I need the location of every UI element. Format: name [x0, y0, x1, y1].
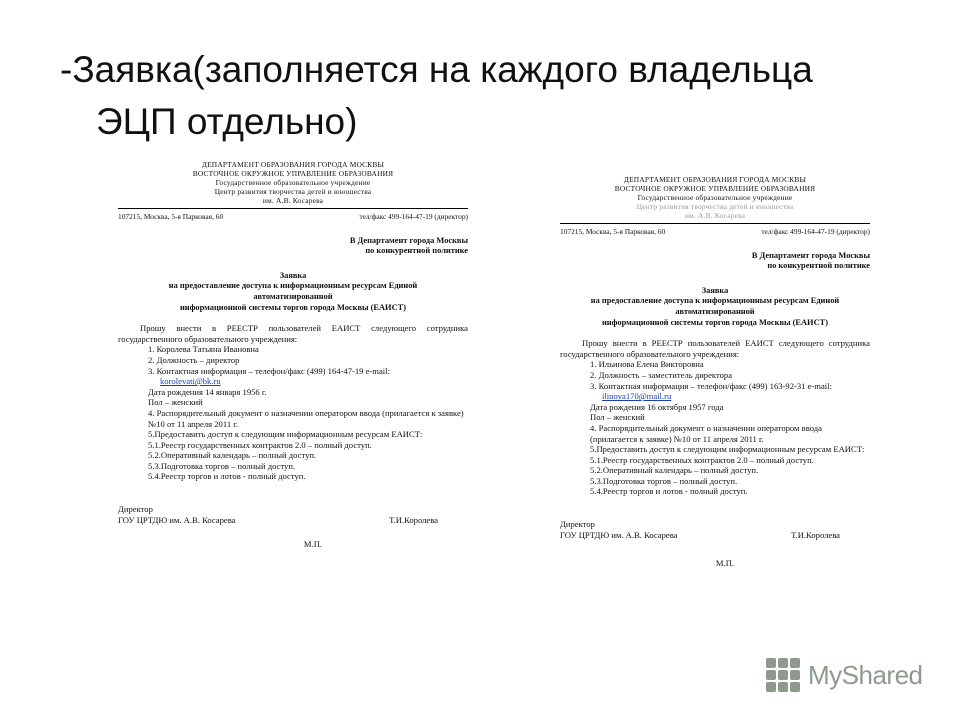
- access-item: 5.2.Оперативный календарь – полный доступ.: [590, 465, 759, 476]
- access-item: 5.2.Оперативный календарь – полный доступ.: [148, 450, 317, 461]
- contact-info: 3. Контактная информация – телефон/факс (499) 163-92-31 e-mail:: [590, 380, 832, 391]
- signature-row: [118, 515, 468, 526]
- letterhead-line: Центр развития творчества детей и юношества: [214, 187, 372, 196]
- access-request: 5.Предоставить доступ к следующим информационным ресурсам ЕАИСТ:: [148, 429, 423, 440]
- intro-paragraph: Прошу внести в РЕЕСТР пользователей ЕАИСТ следующего сотрудника государственного образовательного учреждения:: [560, 338, 870, 359]
- employee-name: 1. Королева Татьяна Ивановна: [148, 344, 259, 355]
- letterhead-line: Центр развития творчества детей и юношества: [636, 202, 794, 211]
- access-item: 5.4.Реестр торгов и лотов - полный доступ.: [590, 486, 748, 497]
- slide-title-line-1: -Заявка(заполняется на каждого владельца: [60, 49, 813, 90]
- signature-block: [560, 519, 870, 569]
- email-text: korolevati@bk.ru: [160, 376, 221, 387]
- order-document: 4. Распорядительный документ о назначении оператором ввода (прилагается к заявке) №10 от 11 апреля 2011 г.: [590, 422, 822, 444]
- letterhead-line: ВОСТОЧНОЕ ОКРУЖНОЕ УПРАВЛЕНИЕ ОБРАЗОВАНИЯ: [614, 184, 816, 193]
- letterhead: [560, 175, 870, 220]
- signature-name: Т.И.Королева: [791, 529, 840, 540]
- birth-date: Дата рождения 16 октября 1957 года: [590, 401, 724, 412]
- access-item: 5.4.Реестр торгов и лотов - полный доступ.: [148, 471, 306, 482]
- signature-org: ГОУ ЦРТДЮ им. А.В. Косарева: [560, 529, 678, 540]
- signature-org: ГОУ ЦРТДЮ им. А.В. Косарева: [118, 514, 236, 525]
- sex: Пол – женский: [590, 412, 645, 423]
- watermark-text: MyShared: [808, 659, 923, 690]
- request-document-right: [560, 175, 870, 569]
- request-title-line: Заявка: [701, 285, 729, 295]
- contact-info: 3. Контактная информация – телефон/факс (499) 164-47-19 e-mail:: [148, 365, 390, 376]
- recipient-line: по конкурентной политике: [365, 246, 468, 256]
- slide-title-line-2: ЭЦП отдельно): [96, 101, 358, 142]
- stamp-place: М.П.: [715, 558, 735, 569]
- signature-row: [560, 530, 870, 541]
- request-title-line: на предоставление доступа к информационным ресурсам Единой: [590, 296, 840, 306]
- intro-paragraph: Прошу внести в РЕЕСТР пользователей ЕАИСТ следующего сотрудника государственного образовательного учреждения:: [118, 323, 468, 344]
- address: 107215, Москва, 5-я Парковая, 60: [560, 227, 666, 236]
- address-line: [560, 223, 870, 238]
- address-line: [118, 208, 468, 223]
- letterhead-line: ДЕПАРТАМЕНТ ОБРАЗОВАНИЯ ГОРОДА МОСКВЫ: [201, 160, 385, 169]
- request-title-line: информационной системы торгов города Москвы (ЕАИСТ): [601, 317, 828, 327]
- birth-date: Дата рождения 14 января 1956 г.: [148, 386, 267, 397]
- request-title-line: Заявка: [279, 270, 307, 280]
- recipient-line: В Департамент города Москвы: [349, 235, 468, 245]
- letterhead-line: ВОСТОЧНОЕ ОКРУЖНОЕ УПРАВЛЕНИЕ ОБРАЗОВАНИЯ: [192, 169, 394, 178]
- request-title-line: информационной системы торгов города Москвы (ЕАИСТ): [179, 302, 406, 312]
- signature-role: Директор: [560, 519, 595, 530]
- phone: тел/факс 499-164-47-19 (директор): [359, 212, 468, 221]
- address: 107215, Москва, 5-я Парковая, 60: [118, 212, 224, 221]
- recipient-line: по конкурентной политике: [767, 261, 870, 271]
- stamp-place: М.П.: [303, 539, 323, 550]
- signature-role: Директор: [118, 504, 153, 515]
- letterhead-line: им. А.В. Косарева: [684, 211, 746, 220]
- signature-name: Т.И.Королева: [389, 514, 438, 525]
- watermark: [766, 655, 926, 695]
- request-title: [560, 286, 870, 328]
- employee-name: 1. Ильинова Елена Викторовна: [590, 359, 704, 370]
- access-item: 5.1.Реестр государственных контрактов 2.0 – полный доступ.: [590, 454, 814, 465]
- letterhead-line: ДЕПАРТАМЕНТ ОБРАЗОВАНИЯ ГОРОДА МОСКВЫ: [623, 175, 807, 184]
- request-title-line: автоматизированной: [253, 291, 333, 301]
- myshared-logo-icon: [766, 658, 800, 692]
- recipient: [118, 236, 468, 257]
- sex: Пол – женский: [148, 397, 203, 408]
- phone: тел/факс 499-164-47-19 (директор): [761, 227, 870, 236]
- access-request: 5.Предоставить доступ к следующим информационным ресурсам ЕАИСТ:: [590, 444, 865, 455]
- request-title-line: автоматизированной: [675, 306, 755, 316]
- recipient: [560, 251, 870, 272]
- request-title-line: на предоставление доступа к информационным ресурсам Единой: [168, 281, 418, 291]
- order-document: 4. Распорядительный документ о назначении оператором ввода (прилагается к заявке) №10 от 11 апреля 2011 г.: [148, 407, 464, 429]
- letterhead-line: Государственное образовательное учреждение: [637, 193, 793, 202]
- email-link[interactable]: [560, 391, 870, 402]
- letterhead-line: им. А.В. Косарева: [262, 196, 324, 205]
- signature-block: [118, 504, 468, 550]
- request-title: [118, 271, 468, 313]
- request-document-left: [118, 160, 468, 550]
- access-item: 5.3.Подготовка торгов – полный доступ.: [148, 460, 296, 471]
- access-item: 5.1.Реестр государственных контрактов 2.0 – полный доступ.: [148, 439, 372, 450]
- letterhead-line: Государственное образовательное учреждение: [215, 178, 371, 187]
- letterhead: [118, 160, 468, 205]
- request-body: [560, 338, 870, 497]
- employee-position: 2. Должность – директор: [148, 354, 240, 365]
- employee-position: 2. Должность – заместитель директора: [590, 369, 733, 380]
- email-link[interactable]: [118, 376, 468, 387]
- email-text: ilinova170@mail.ru: [602, 391, 672, 402]
- recipient-line: В Департамент города Москвы: [751, 250, 870, 260]
- access-item: 5.3.Подготовка торгов – полный доступ.: [590, 475, 738, 486]
- slide-title: [60, 44, 920, 148]
- request-body: [118, 323, 468, 482]
